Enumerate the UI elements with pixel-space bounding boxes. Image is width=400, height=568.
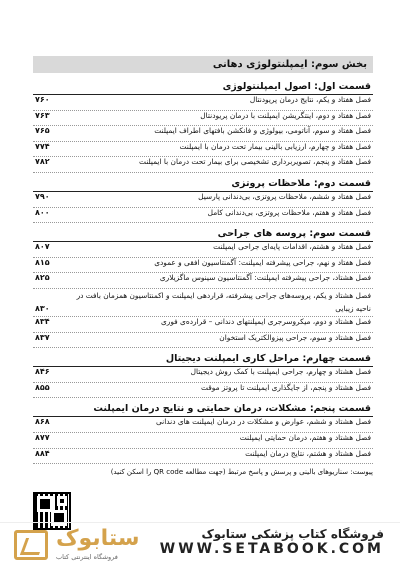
chapter-title: فصل هفتاد و چهارم، ارزیابی بالینی بیمار تحت درمان با ایمپلنت	[179, 141, 371, 151]
toc-row[interactable]	[33, 273, 373, 289]
toc-row[interactable]	[33, 333, 373, 349]
toc-row[interactable]	[33, 258, 373, 274]
appendix-note: پیوست: سناریوهای بالینی و پرسش و پاسخ مرتبط (جهت مطالعه QR code را اسکن کنید)	[110, 468, 373, 477]
page-number: ۷۸۲	[35, 157, 50, 167]
toc-row[interactable]	[33, 417, 373, 433]
chapter-title: فصل هشتاد و چهارم، جراحی ایمپلنت با کمک روش دیجیتال	[190, 367, 371, 377]
toc-row[interactable]	[33, 367, 373, 383]
book-logo-icon	[14, 530, 48, 560]
toc-row[interactable]	[33, 289, 373, 317]
shop-url-link[interactable]: WWW.SETABOOK.COM	[159, 541, 384, 557]
chapter-title: فصل هشتاد و ششم، عوارض و مشکلات در درمان ایمپلنت های دندانی	[156, 417, 371, 427]
chapter-title: فصل هفتاد و هفتم، ملاحظات پروتزی، بی‌دندانی کامل	[207, 207, 371, 217]
table-of-contents	[33, 56, 373, 478]
page-number: ۷۶۵	[35, 126, 50, 136]
setabook-logo[interactable]	[14, 526, 164, 566]
chapter-title: فصل هفتاد و هشتم، اقدامات پایه‌ای جراحی ایمپلنت	[213, 242, 371, 252]
part-title: قسمت سوم: پروسه های جراحی	[33, 226, 373, 242]
chapter-title: فصل هفتاد و نهم، جراحی پیشرفته ایمپلنت: آگمنتاسیون افقی و عمودی	[154, 257, 371, 267]
chapter-title: فصل هفتاد و یکم، نتایج درمان پریودنتال	[249, 95, 371, 104]
toc-parts	[33, 79, 373, 464]
toc-row[interactable]	[33, 317, 373, 333]
part-title: قسمت اول: اصول ایمپلنتولوژی	[33, 79, 373, 95]
page-number: ۸۱۵	[35, 257, 50, 267]
toc-row[interactable]	[33, 433, 373, 449]
chapter-title: فصل هفتاد و سوم، آناتومی، بیولوژی و فانکشن بافتهای اطراف ایمپلنت	[154, 126, 371, 136]
toc-row[interactable]	[33, 142, 373, 158]
part-title: قسمت چهارم: مراحل کاری ایمپلنت دیجیتال	[33, 351, 373, 367]
page-number: ۸۳۴	[35, 316, 50, 326]
chapter-title: فصل هشتاد و سوم، جراحی پیزوالکتریک استخوان	[219, 332, 371, 342]
chapter-title: فصل هشتاد و دوم، میکروسرجری ایمپلنتهای دندانی – قرارده‌ی فوری	[161, 316, 371, 326]
toc-row[interactable]	[33, 242, 373, 258]
toc-row[interactable]	[33, 449, 373, 465]
toc-row[interactable]	[33, 157, 373, 173]
part-title: قسمت پنجم: مشکلات، درمان حمایتی و نتایج درمان ایمپلنت	[33, 401, 373, 417]
section-title: بخش سوم: ایمپلنتولوژی دهانی	[33, 56, 373, 73]
footer	[0, 522, 400, 568]
shop-info	[160, 527, 384, 557]
page-number: ۸۵۵	[35, 382, 50, 392]
page-number: ۸۰۰	[35, 207, 50, 217]
page-number: ۸۴۶	[35, 367, 50, 377]
toc-row[interactable]	[33, 95, 373, 111]
toc-row[interactable]	[33, 126, 373, 142]
toc-row[interactable]	[33, 208, 373, 224]
chapter-title: فصل هشتاد و هشتم، نتایج درمان ایمپلنت	[245, 448, 371, 458]
logo-tagline: فروشگاه اینترنتی کتاب	[56, 553, 118, 561]
chapter-title: فصل هشتاد و یکم، پروسه‌های جراحی پیشرفته، قراردهی ایمپلنت و اکمنتاسیون همزمان بافت در ناحیه زیبایی	[76, 290, 371, 313]
logo-wordmark: ستابوک	[56, 526, 140, 551]
chapter-title: فصل هشتاد و هفتم، درمان حمایتی ایمپلنت	[239, 432, 371, 442]
chapter-title: فصل هفتاد و پنجم، تصویربرداری تشخیصی برای بیمار تحت درمان با ایمپلنت	[139, 157, 371, 167]
page-number: ۸۳۰	[35, 303, 50, 313]
page-number: ۷۷۴	[35, 141, 50, 151]
page-number: ۸۰۷	[35, 242, 50, 252]
chapter-title: فصل هشتاد و پنجم، از جایگذاری ایمپلنت تا پروتز موقت	[200, 382, 371, 392]
page-number: ۷۹۰	[35, 191, 50, 201]
shop-name: فروشگاه کتاب پزشکی ستابوک	[201, 527, 384, 541]
page-number: ۸۷۷	[35, 432, 50, 442]
part-title: قسمت دوم: ملاحظات پروتزی	[33, 176, 373, 192]
chapter-title: فصل هفتاد و ششم، ملاحظات پروتزی، بی‌دندانی پارسیل	[198, 191, 371, 201]
page-number: ۷۶۰	[35, 95, 50, 104]
page-number: ۷۶۳	[35, 110, 50, 120]
page-number: ۸۶۸	[35, 417, 50, 427]
page-number: ۸۸۴	[35, 448, 50, 458]
page-number: ۸۲۵	[35, 273, 50, 283]
chapter-title: فصل هفتاد و دوم، اینتگریشن ایمپلنت با درمان پریودنتال	[200, 110, 371, 120]
toc-row[interactable]	[33, 111, 373, 127]
toc-row[interactable]	[33, 383, 373, 399]
toc-row[interactable]	[33, 192, 373, 208]
page-number: ۸۳۷	[35, 332, 50, 342]
chapter-title: فصل هشتاد، جراحی پیشرفته ایمپلنت: آگمنتاسیون سینوس ماگزیلاری	[159, 273, 371, 283]
